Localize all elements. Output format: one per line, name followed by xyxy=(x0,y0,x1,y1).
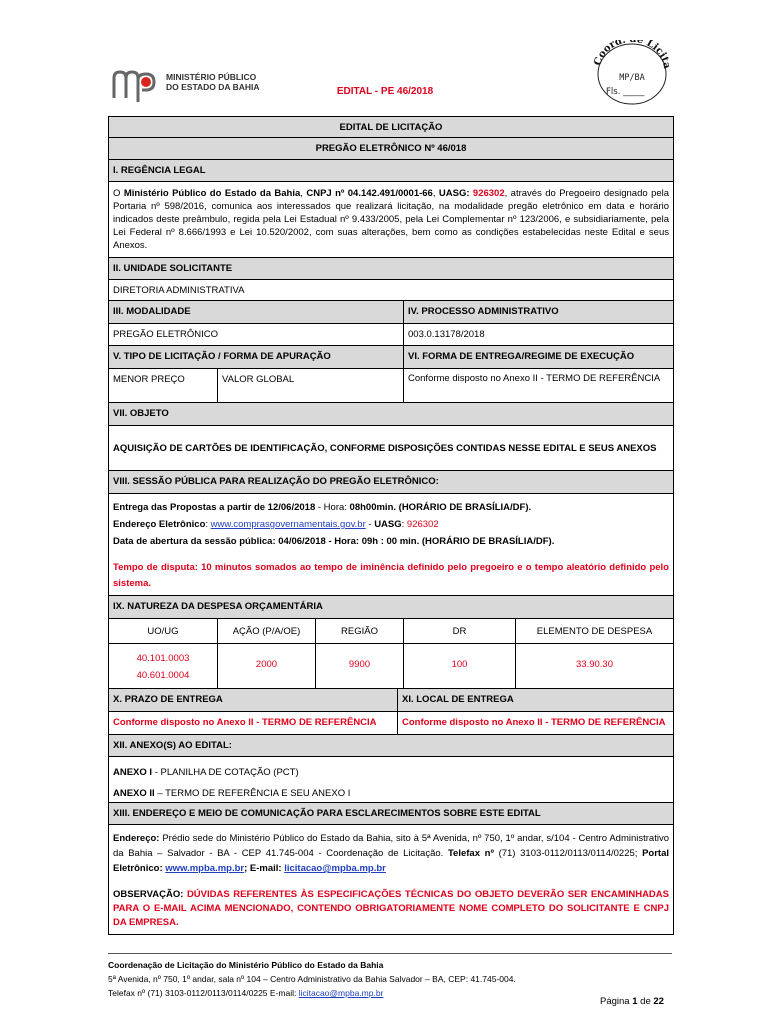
section-6-heading: VI. FORMA DE ENTREGA/REGIME DE EXECUÇÃO xyxy=(403,346,673,368)
section-heading-row xyxy=(109,802,673,824)
budget-acao: 2000 xyxy=(217,644,315,688)
footer-contact: Telefax nº (71) 3103-0112/0113/0114/0225 E-mail: licitacao@mpba.mp.br xyxy=(108,988,384,998)
table-title-row xyxy=(109,117,673,137)
section-6-value: Conforme disposto no Anexo II - TERMO DE REFERÊNCIA xyxy=(403,369,673,402)
section-4-heading: IV. PROCESSO ADMINISTRATIVO xyxy=(403,301,673,323)
dispute-time: Tempo de disputa: 10 minutos somados ao tempo de iminência definido pelo pregoeiro e o tempo aleatório definido pelo sistema. xyxy=(113,562,669,589)
svg-text:MP/BA: MP/BA xyxy=(619,73,645,83)
section-1-text: O Ministério Público do Estado da Bahia, CNPJ nº 04.142.491/0001-66, UASG: 926302, através do Pregoeiro designado pela Portaria nº 598/2016, comunica aos interessados que realizará licitação, na modalidade pregão eletrônico em data e horário indicados deste preâmbulo, regida pela Lei Estadual nº 9.433/2005, pela Lei Complementar nº 123/2006, e subsidiariamente, pela Lei Federal nº 8.666/1993 e Lei 10.520/2002, com suas alterações, bem como as condições estabelecidas neste Edital e seus Anexos. xyxy=(113,188,670,251)
observation: OBSERVAÇÃO: DÚVIDAS REFERENTES ÀS ESPECIFICAÇÕES TÉCNICAS DO OBJETO DEVERÃO SER ENCAMINHADAS PARA O E-MAIL ACIMA MENCIONADO, CONTENDO OBRIGATORIAMENTE NOME COMPLETO DO SOLICITANTE E CNPJ DA EMPRESA. xyxy=(113,889,669,928)
section-heading-row xyxy=(109,257,673,279)
svg-text:Fls. _____: Fls. _____ xyxy=(606,87,645,97)
footer-email-link[interactable]: licitacao@mpba.mp.br xyxy=(298,988,384,998)
footer-divider xyxy=(108,953,672,954)
svg-text:Coord. de Licitação: Coord. e Licit xyxy=(592,40,670,67)
page-number: Página 1 de 22 xyxy=(600,996,664,1007)
annex-list xyxy=(109,757,354,802)
table-title: EDITAL DE LICITAÇÃO xyxy=(339,122,443,133)
section-5-value-2: VALOR GLOBAL xyxy=(217,369,403,402)
section-8-body xyxy=(109,494,673,595)
section-10-value: Conforme disposto no Anexo II - TERMO DE REFERÊNCIA xyxy=(113,717,377,728)
section-2-body-row xyxy=(109,279,673,300)
budget-data-row xyxy=(109,643,673,688)
compras-link[interactable]: www.comprasgovernamentais.gov.br xyxy=(210,519,366,530)
section-5-6-body-row xyxy=(109,368,673,402)
section-heading-row xyxy=(109,159,673,181)
section-12-body-row xyxy=(109,756,673,802)
section-heading-row xyxy=(109,402,673,425)
section-8-heading: VIII. SESSÃO PÚBLICA PARA REALIZAÇÃO DO PREGÃO ELETRÔNICO: xyxy=(113,476,439,487)
budget-col-uo: UO/UG xyxy=(147,626,179,637)
section-3-value: PREGÃO ELETRÔNICO xyxy=(113,329,219,340)
section-heading-row xyxy=(109,595,673,618)
portal-link[interactable]: www.mpba.mp.br xyxy=(165,863,245,874)
annex-item: ANEXO I - PLANILHA DE COTAÇÃO (PCT) xyxy=(113,767,299,778)
budget-header-row xyxy=(109,618,673,643)
section-13-heading: XIII. ENDEREÇO E MEIO DE COMUNICAÇÃO PARA ESCLARECIMENTOS SOBRE ESTE EDITAL xyxy=(113,808,541,819)
section-10-11-body-row xyxy=(109,711,673,734)
address-line: Endereço Eletrônico: www.comprasgovernamentais.gov.br - UASG: 926302 xyxy=(113,519,439,530)
section-heading-row xyxy=(109,688,673,711)
footer-org: Coordenação de Licitação do Ministério Público do Estado da Bahia xyxy=(108,960,384,970)
budget-col-dr: DR xyxy=(403,619,515,643)
licitacao-stamp xyxy=(592,40,670,112)
section-4-value: 003.0.13178/2018 xyxy=(403,324,673,345)
email-link[interactable]: licitacao@mpba.mp.br xyxy=(284,863,386,874)
section-3-4-body-row xyxy=(109,323,673,345)
budget-regiao: 9900 xyxy=(315,644,403,688)
section-5-heading: V. TIPO DE LICITAÇÃO / FORMA DE APURAÇÃO xyxy=(113,351,331,362)
opening-date-line: Data de abertura da sessão pública: 04/06/2018 - Hora: 09h : 00 min. (HORÁRIO DE BRASÍLIA/DF). xyxy=(113,536,555,547)
footer xyxy=(108,958,516,1000)
section-1-body-row xyxy=(109,181,673,257)
section-heading-row xyxy=(109,300,673,323)
section-10-heading: X. PRAZO DE ENTREGA xyxy=(113,694,223,705)
section-7-body-row xyxy=(109,425,673,470)
footer-address: 5ª Avenida, nº 750, 1º andar, sala nº 104 – Centro Administrativo da Bahia Salvador – BA, CEP: 41.745-004. xyxy=(108,974,516,984)
table-subtitle-row xyxy=(109,137,673,159)
section-heading-row xyxy=(109,345,673,368)
section-heading-row xyxy=(109,470,673,493)
section-12-heading: XII. ANEXO(S) AO EDITAL: xyxy=(113,740,232,751)
budget-col-acao: AÇÃO (P/A/OE) xyxy=(217,619,315,643)
section-heading-row xyxy=(109,734,673,756)
budget-uo: 40.101.0003 40.601.0004 xyxy=(136,653,190,681)
section-3-heading: III. MODALIDADE xyxy=(113,306,191,317)
section-8-body-row xyxy=(109,493,673,595)
section-5-value-1: MENOR PREÇO xyxy=(113,374,185,385)
section-7-value: AQUISIÇÃO DE CARTÕES DE IDENTIFICAÇÃO, CONFORME DISPOSIÇÕES CONTIDAS NESSE EDITAL E SEUS ANEXOS xyxy=(113,443,657,454)
budget-col-elemento: ELEMENTO DE DESPESA xyxy=(515,619,673,643)
budget-elemento: 33.90.30 xyxy=(515,644,673,688)
table-subtitle: PREGÃO ELETRÔNICO Nº 46/018 xyxy=(315,143,467,154)
contact-address: Endereço: Prédio sede do Ministério Público do Estado da Bahia, sito à 5ª Avenida, nº 750, 1º andar, s/104 - Centro Administrativo da Bahia – Salvador - BA - CEP 41.745-004 - Coordenação de Licitação. Telefax nº (71) 3103-0112/0113/0114/0225; Portal Eletrônico: www.mpba.mp.br; E-mail: licitacao@mpba.mp.br xyxy=(113,833,669,874)
annex-item: ANEXO II – TERMO DE REFERÊNCIA E SEU ANEXO I xyxy=(113,788,351,799)
section-11-heading: XI. LOCAL DE ENTREGA xyxy=(397,689,673,711)
edital-code: EDITAL - PE 46/2018 xyxy=(336,86,434,97)
section-13-body xyxy=(109,825,673,934)
edital-table xyxy=(108,116,674,935)
org-name: MINISTÉRIO PÚBLICO DO ESTADO DA BAHIA xyxy=(166,72,260,92)
proposal-date-line: Entrega das Propostas a partir de 12/06/2018 - Hora: 08h00min. (HORÁRIO DE BRASÍLIA/DF). xyxy=(113,502,532,513)
budget-col-regiao: REGIÃO xyxy=(315,619,403,643)
section-7-heading: VII. OBJETO xyxy=(113,408,169,419)
section-2-value: DIRETORIA ADMINISTRATIVA xyxy=(113,285,245,296)
section-11-value: Conforme disposto no Anexo II - TERMO DE REFERÊNCIA xyxy=(397,712,673,734)
section-2-heading: II. UNIDADE SOLICITANTE xyxy=(113,263,233,274)
budget-dr: 100 xyxy=(403,644,515,688)
section-13-body-row xyxy=(109,824,673,934)
section-9-heading: IX. NATUREZA DA DESPESA ORÇAMENTÁRIA xyxy=(113,601,323,612)
section-1-heading: I. REGÊNCIA LEGAL xyxy=(113,165,206,176)
